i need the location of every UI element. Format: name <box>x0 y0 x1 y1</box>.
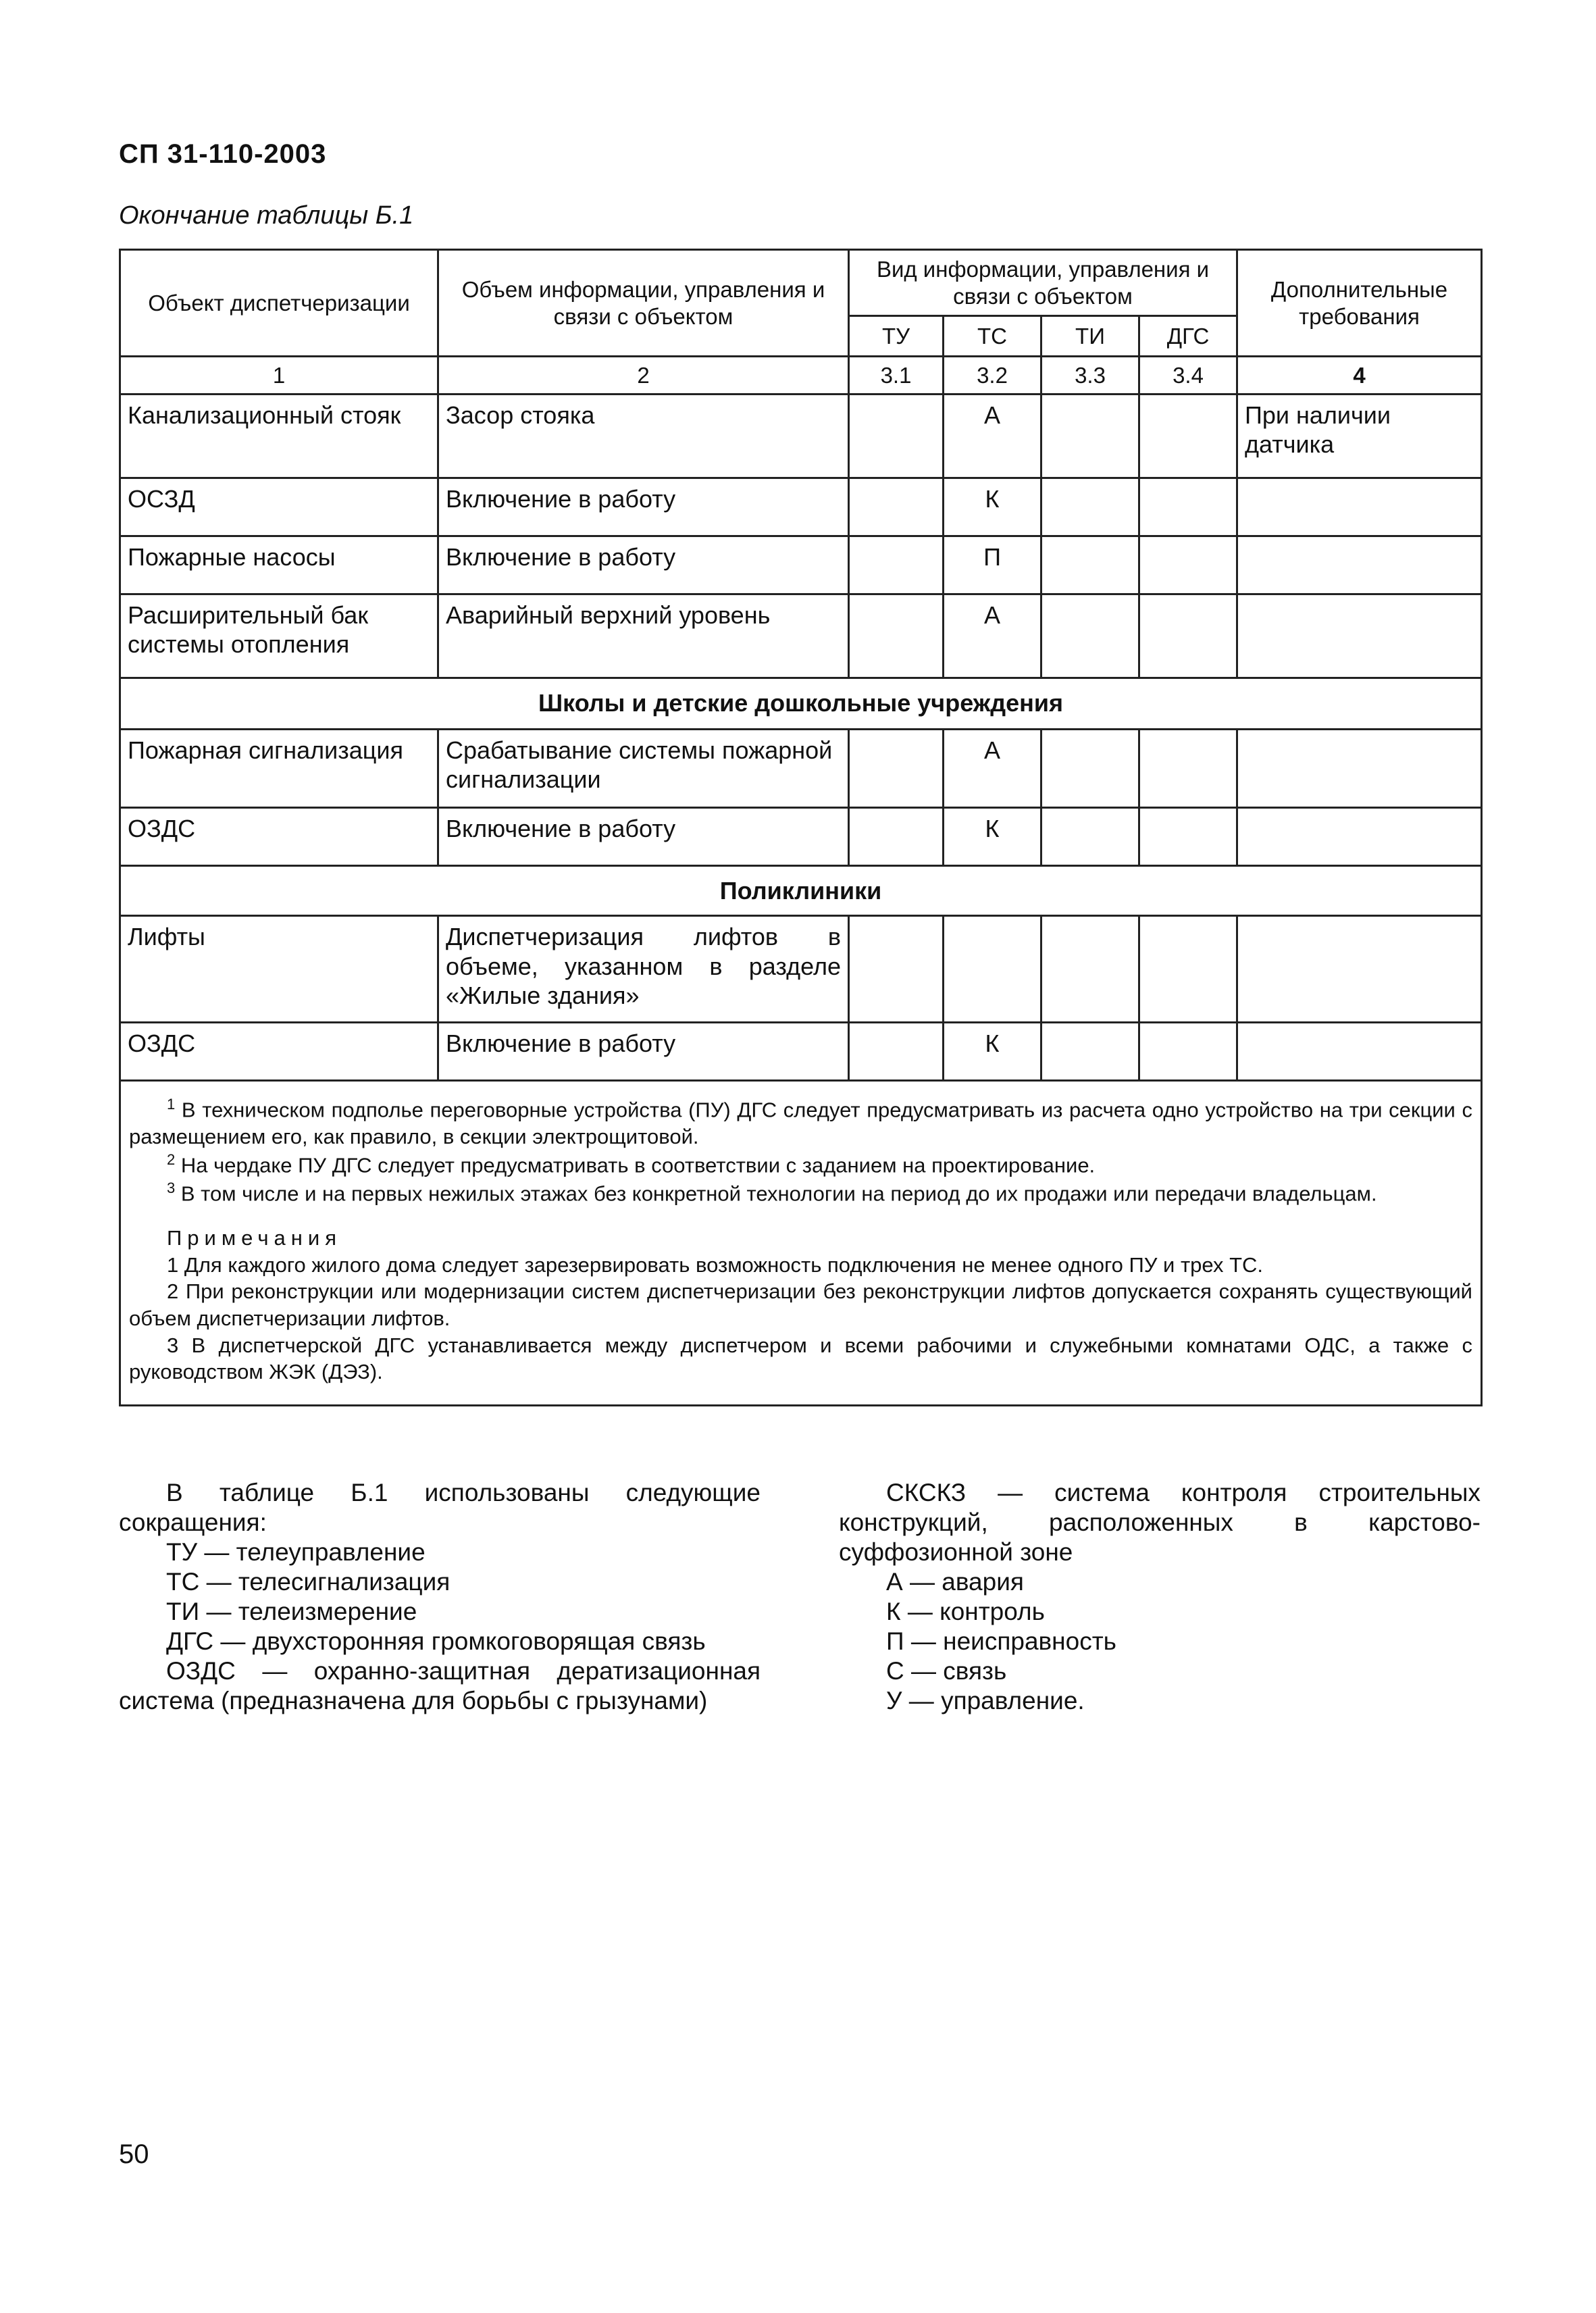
cell-ti <box>1041 808 1139 866</box>
cell-volume: Аварийный верхний уровень <box>438 594 849 678</box>
footnote-mark: 3 <box>167 1179 176 1197</box>
cell-object: Расширительный бак системы отопления <box>120 594 438 678</box>
abbreviation-item: П — неисправность <box>886 1627 1116 1655</box>
cell-volume: Включение в работу <box>438 536 849 594</box>
abbreviation-item: С — связь <box>886 1657 1007 1685</box>
cell-dgs <box>1139 594 1237 678</box>
col-number: 3.4 <box>1139 357 1237 395</box>
col-number: 2 <box>438 357 849 395</box>
header-ts: ТС <box>944 316 1041 357</box>
footnote-text: В том числе и на первых нежилых этажах без конкретной технологии на период до их продажи или передачи владельцам. <box>180 1181 1377 1206</box>
cell-tu <box>849 536 944 594</box>
section-heading-clinics: Поликлиники <box>120 866 1482 916</box>
header-row <box>120 250 1482 316</box>
cell-tu <box>849 730 944 808</box>
note-1: 1 Для каждого жилого дома следует зарезервировать возможность подключения не менее одного ПУ и трех ТС. <box>167 1252 1264 1277</box>
abbreviation-item: У — управление. <box>886 1687 1085 1714</box>
cell-extra <box>1237 594 1482 678</box>
section-row <box>120 678 1482 730</box>
table-row <box>120 395 1482 478</box>
footnote-2 <box>129 1150 1472 1179</box>
table-row <box>120 808 1482 866</box>
cell-dgs <box>1139 1023 1237 1081</box>
header-tu: ТУ <box>849 316 944 357</box>
cell-object: ОЗДС <box>120 808 438 866</box>
data-table <box>119 249 1483 1406</box>
cell-ti <box>1041 594 1139 678</box>
abbreviation-item: ТИ — телеизмерение <box>166 1598 417 1625</box>
notes-row <box>120 1081 1482 1406</box>
abbreviation-item: К — контроль <box>886 1598 1045 1625</box>
cell-dgs <box>1139 478 1237 536</box>
cell-object: Лифты <box>120 916 438 1023</box>
column-number-row <box>120 357 1482 395</box>
cell-ts: А <box>944 594 1041 678</box>
cell-dgs <box>1139 730 1237 808</box>
table-row <box>120 916 1482 1023</box>
cell-dgs <box>1139 916 1237 1023</box>
cell-ts: А <box>944 395 1041 478</box>
cell-volume: Включение в работу <box>438 1023 849 1081</box>
cell-extra <box>1237 730 1482 808</box>
cell-extra <box>1237 478 1482 536</box>
table-caption: Окончание таблицы Б.1 <box>119 201 414 230</box>
cell-volume: Включение в работу <box>438 808 849 866</box>
cell-tu <box>849 478 944 536</box>
cell-extra <box>1237 1023 1482 1081</box>
abbreviations-left <box>119 1478 761 1716</box>
note-2: 2 При реконструкции или модернизации систем диспетчеризации без реконструкции лифтов допускается сохранять существующий объем диспетчеризации лифтов. <box>129 1279 1473 1331</box>
header-object: Объект диспетчеризации <box>120 250 438 357</box>
abbreviations-intro: В таблице Б.1 использованы следующие сокращения: <box>119 1479 761 1536</box>
col-number: 4 <box>1237 357 1482 395</box>
cell-ts: К <box>944 808 1041 866</box>
table-row <box>120 536 1482 594</box>
cell-volume: Включение в работу <box>438 478 849 536</box>
abbreviation-item: ОЗДС — охранно-защитная дератизационная система (предназначена для борьбы с грызунами) <box>119 1657 761 1714</box>
cell-dgs <box>1139 395 1237 478</box>
cell-volume: Срабатывание системы пожарной сигнализации <box>438 730 849 808</box>
footnote-3 <box>129 1179 1472 1207</box>
header-volume: Объем информации, управления и связи с объектом <box>438 250 849 357</box>
cell-ts: А <box>944 730 1041 808</box>
cell-object: Канализационный стояк <box>120 395 438 478</box>
cell-volume: Диспетчеризация лифтов в объеме, указанном в разделе «Жилые здания» <box>438 916 849 1023</box>
footnote-text: В техническом подполье переговорные устройства (ПУ) ДГС следует предусматривать из расчета одно устройство на три секции с размещением его, как правило, в секции электрощитовой. <box>129 1098 1473 1149</box>
footnote-1 <box>129 1095 1472 1150</box>
abbreviation-item: ДГС — двухсторонняя громкоговорящая связь <box>166 1627 706 1655</box>
document-code: СП 31-110-2003 <box>119 139 327 169</box>
cell-ti <box>1041 730 1139 808</box>
cell-extra: При наличии датчика <box>1237 395 1482 478</box>
table-row <box>120 478 1482 536</box>
cell-ts: П <box>944 536 1041 594</box>
cell-volume: Засор стояка <box>438 395 849 478</box>
cell-ti <box>1041 478 1139 536</box>
col-number: 1 <box>120 357 438 395</box>
cell-ti <box>1041 1023 1139 1081</box>
cell-object: Пожарные насосы <box>120 536 438 594</box>
cell-tu <box>849 808 944 866</box>
abbreviation-item: А — авария <box>886 1568 1024 1596</box>
footnote-mark: 1 <box>167 1096 176 1113</box>
cell-dgs <box>1139 536 1237 594</box>
cell-object: ОСЗД <box>120 478 438 536</box>
header-ti: ТИ <box>1041 316 1139 357</box>
table-row <box>120 730 1482 808</box>
cell-ts <box>944 916 1041 1023</box>
notes-cell <box>120 1081 1482 1406</box>
cell-ti <box>1041 536 1139 594</box>
abbreviation-item: ТС — телесигнализация <box>166 1568 451 1596</box>
cell-tu <box>849 916 944 1023</box>
cell-tu <box>849 594 944 678</box>
col-number: 3.2 <box>944 357 1041 395</box>
cell-extra <box>1237 916 1482 1023</box>
cell-ti <box>1041 916 1139 1023</box>
table-row <box>120 594 1482 678</box>
cell-object: Пожарная сигнализация <box>120 730 438 808</box>
cell-tu <box>849 395 944 478</box>
abbreviation-item: ТУ — телеуправление <box>166 1538 426 1566</box>
notes-title: Примечания <box>167 1226 342 1250</box>
table-row <box>120 1023 1482 1081</box>
footnote-text: На чердаке ПУ ДГС следует предусматривать в соответствии с заданием на проектирование. <box>180 1153 1096 1177</box>
cell-extra <box>1237 536 1482 594</box>
header-extra: Дополнительные требования <box>1237 250 1482 357</box>
note-3: 3 В диспетчерской ДГС устанавливается между диспетчером и всеми рабочими и служебными комнатами ОДС, а также с руководством ЖЭК (ДЭЗ). <box>129 1333 1473 1384</box>
abbreviation-item: СКСКЗ — система контроля строительных конструкций, расположенных в карстово-суффозионной зоне <box>839 1479 1481 1566</box>
header-kind-group: Вид информации, управления и связи с объектом <box>849 250 1237 316</box>
section-row <box>120 866 1482 916</box>
footnote-mark: 2 <box>167 1151 176 1169</box>
col-number: 3.3 <box>1041 357 1139 395</box>
cell-tu <box>849 1023 944 1081</box>
cell-extra <box>1237 808 1482 866</box>
page-number: 50 <box>119 2139 149 2169</box>
col-number: 3.1 <box>849 357 944 395</box>
cell-ti <box>1041 395 1139 478</box>
abbreviations-right <box>839 1478 1481 1716</box>
section-heading-schools: Школы и детские дошкольные учреждения <box>120 678 1482 730</box>
header-dgs: ДГС <box>1139 316 1237 357</box>
cell-ts: К <box>944 1023 1041 1081</box>
cell-ts: К <box>944 478 1041 536</box>
cell-dgs <box>1139 808 1237 866</box>
cell-object: ОЗДС <box>120 1023 438 1081</box>
